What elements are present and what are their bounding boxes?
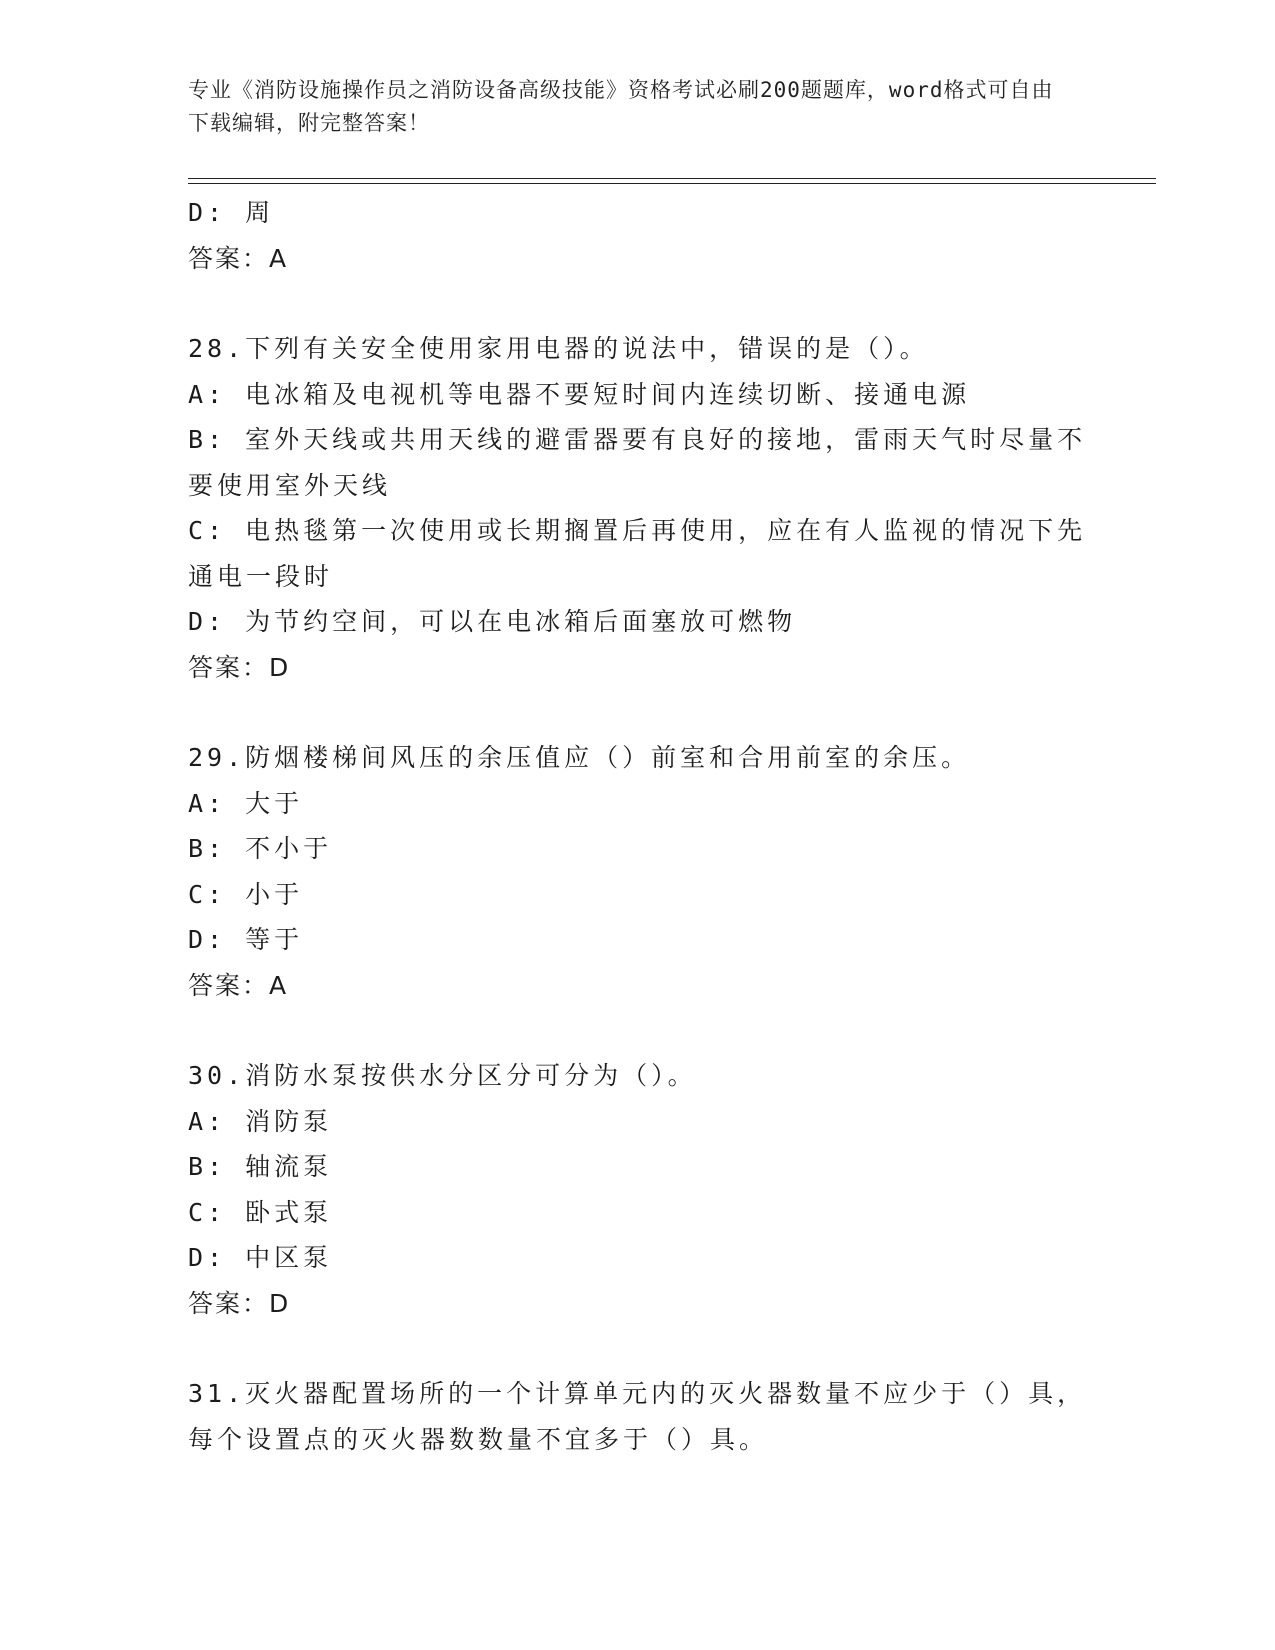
option-d: D: 周 — [188, 198, 275, 227]
option-d: D: 等于 — [188, 925, 304, 954]
page-header: 专业《消防设施操作员之消防设备高级技能》资格考试必刷200题题库，word格式可自由下载编辑，附完整答案！ — [188, 78, 1054, 135]
option-b: B: 不小于 — [188, 834, 333, 863]
question-27-fragment — [188, 190, 1088, 281]
option-b: B: 室外天线或共用天线的避雷器要有良好的接地，雷雨天气时尽量不要使用室外天线 — [188, 425, 1087, 500]
spacer — [188, 1326, 1088, 1371]
option-d: D: 为节约空间，可以在电冰箱后面塞放可燃物 — [188, 607, 797, 636]
spacer — [188, 690, 1088, 735]
option-c: C: 小于 — [188, 879, 304, 909]
option-a: A: 大于 — [188, 788, 304, 818]
question-29 — [188, 735, 1088, 1008]
question-stem: 29.防烟楼梯间风压的余压值应（）前室和合用前室的余压。 — [188, 743, 971, 772]
question-stem: 31.灭火器配置场所的一个计算单元内的灭火器数量不应少于（）具，每个设置点的灭火器数数量不宜多于（）具。 — [188, 1379, 1087, 1454]
answer: 答案：D — [188, 1288, 291, 1318]
answer: 答案：A — [188, 243, 289, 273]
option-c: C: 卧式泵 — [188, 1197, 333, 1227]
question-list — [188, 190, 1088, 1462]
option-c: C: 电热毯第一次使用或长期搁置后再使用，应在有人监视的情况下先通电一段时 — [188, 516, 1087, 591]
question-stem: 28.下列有关安全使用家用电器的说法中，错误的是（）。 — [188, 334, 929, 363]
question-stem: 30.消防水泵按供水分区分可分为（）。 — [188, 1061, 697, 1090]
spacer — [188, 1008, 1088, 1053]
header-rule-top — [188, 178, 1156, 179]
option-d: D: 中区泵 — [188, 1243, 333, 1272]
option-b: B: 轴流泵 — [188, 1152, 333, 1181]
header-rule-bottom — [188, 183, 1156, 184]
answer: 答案：A — [188, 970, 289, 1000]
question-30 — [188, 1053, 1088, 1326]
question-31 — [188, 1371, 1088, 1462]
question-28 — [188, 326, 1088, 690]
spacer — [188, 281, 1088, 326]
option-a: A: 电冰箱及电视机等电器不要短时间内连续切断、接通电源 — [188, 379, 971, 409]
answer: 答案：D — [188, 652, 291, 682]
option-a: A: 消防泵 — [188, 1106, 333, 1136]
